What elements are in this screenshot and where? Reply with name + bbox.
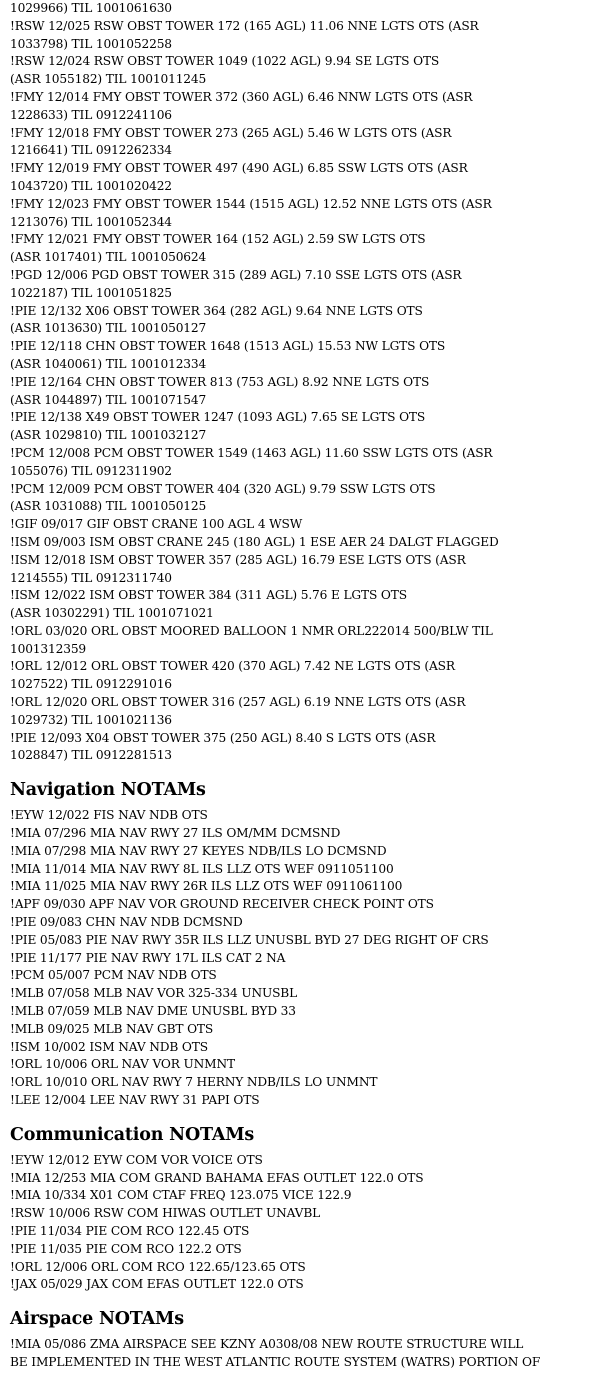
notam-line: !ISM 12/022 ISM OBST TOWER 384 (311 AGL) 5.76 E LGTS OTS: [10, 588, 407, 603]
notam-line: !MLB 09/025 MLB NAV GBT OTS: [10, 1021, 214, 1036]
notam-line: !ORL 12/006 ORL COM RCO 122.65/123.65 OTS: [10, 1259, 306, 1274]
notam-line: !ISM 09/003 ISM OBST CRANE 245 (180 AGL) 1 ESE AER 24 DALGT FLAGGED: [10, 534, 499, 549]
notam-line: !MIA 07/296 MIA NAV RWY 27 ILS OM/MM DCMSND: [10, 826, 341, 841]
notam-line: BE IMPLEMENTED IN THE WEST ATLANTIC ROUTE SYSTEM (WATRS) PORTION OF: [10, 1354, 541, 1369]
notam-line: !PCM 12/008 PCM OBST TOWER 1549 (1463 AGL) 11.60 SSW LGTS OTS (ASR: [10, 445, 493, 460]
notam-line: 1001312359: [10, 641, 87, 656]
notam-line: !JAX 05/029 JAX COM EFAS OUTLET 122.0 OTS: [10, 1277, 304, 1292]
notam-line: !PIE 11/177 PIE NAV RWY 17L ILS CAT 2 NA: [10, 950, 286, 965]
notam-line: 1216641) TIL 0912262334: [10, 143, 172, 158]
notam-line: !PIE 09/083 CHN NAV NDB DCMSND: [10, 915, 243, 930]
notam-line: !PIE 05/083 PIE NAV RWY 35R ILS LLZ UNUSBL BYD 27 DEG RIGHT OF CRS: [10, 932, 489, 947]
notam-line: !PIE 12/132 X06 OBST TOWER 364 (282 AGL) 9.64 NNE LGTS OTS: [10, 303, 423, 318]
notam-line: !MIA 11/014 MIA NAV RWY 8L ILS LLZ OTS WEF 0911051100: [10, 861, 394, 876]
airspace-section-heading: Airspace NOTAMs: [10, 1309, 184, 1330]
notam-line: 1213076) TIL 1001052344: [10, 214, 172, 229]
notam-line: (ASR 1017401) TIL 1001050624: [10, 250, 207, 265]
notam-line: 1029966) TIL 1001061630: [10, 1, 172, 15]
notam-line: 1055076) TIL 0912311902: [10, 463, 172, 478]
notam-line: (ASR 10302291) TIL 1001071021: [10, 606, 214, 621]
notam-line: (ASR 1029810) TIL 1001032127: [10, 428, 207, 443]
notam-line: 1029732) TIL 1001021136: [10, 712, 172, 727]
navigation-notam-list: [10, 807, 596, 1110]
notam-line: !PIE 12/138 X49 OBST TOWER 1247 (1093 AGL) 7.65 SE LGTS OTS: [10, 410, 426, 425]
notam-line: !MIA 05/086 ZMA AIRSPACE SEE KZNY A0308/08 NEW ROUTE STRUCTURE WILL: [10, 1337, 524, 1352]
notam-line: !PIE 12/093 X04 OBST TOWER 375 (250 AGL) 8.40 S LGTS OTS (ASR: [10, 730, 436, 745]
notam-line: !MLB 07/058 MLB NAV VOR 325-334 UNUSBL: [10, 986, 298, 1001]
notam-line: !ORL 03/020 ORL OBST MOORED BALLOON 1 NMR ORL222014 500/BLW TIL: [10, 623, 493, 638]
notam-line: !ORL 12/020 ORL OBST TOWER 316 (257 AGL) 6.19 NNE LGTS OTS (ASR: [10, 695, 466, 710]
notam-line: !PIE 11/035 PIE COM RCO 122.2 OTS: [10, 1241, 242, 1256]
notam-line: !RSW 10/006 RSW COM HIWAS OUTLET UNAVBL: [10, 1206, 321, 1221]
notam-line: !FMY 12/014 FMY OBST TOWER 372 (360 AGL) 6.46 NNW LGTS OTS (ASR: [10, 89, 473, 104]
notam-line: 1028847) TIL 0912281513: [10, 748, 172, 763]
notam-line: !MIA 07/298 MIA NAV RWY 27 KEYES NDB/ILS LO DCMSND: [10, 843, 387, 858]
notam-line: 1228633) TIL 0912241106: [10, 107, 172, 122]
notam-line: !PCM 05/007 PCM NAV NDB OTS: [10, 968, 217, 983]
notam-line: !GIF 09/017 GIF OBST CRANE 100 AGL 4 WSW: [10, 517, 303, 532]
obstruction-notam-list: [10, 0, 596, 765]
notam-line: !PIE 11/034 PIE COM RCO 122.45 OTS: [10, 1224, 250, 1238]
notam-line: !PIE 12/118 CHN OBST TOWER 1648 (1513 AGL) 15.53 NW LGTS OTS: [10, 339, 446, 354]
notam-line: !PGD 12/006 PGD OBST TOWER 315 (289 AGL) 7.10 SSE LGTS OTS (ASR: [10, 267, 462, 282]
airspace-notam-list: [10, 1336, 596, 1372]
notam-line: !ISM 12/018 ISM OBST TOWER 357 (285 AGL) 16.79 ESE LGTS OTS (ASR: [10, 552, 466, 567]
notam-line: !ORL 12/012 ORL OBST TOWER 420 (370 AGL) 7.42 NE LGTS OTS (ASR: [10, 659, 455, 674]
notam-line: !ORL 10/010 ORL NAV RWY 7 HERNY NDB/ILS LO UNMNT: [10, 1075, 378, 1090]
notam-line: !EYW 12/012 EYW COM VOR VOICE OTS: [10, 1152, 263, 1167]
notam-line: (ASR 1013630) TIL 1001050127: [10, 321, 207, 336]
notam-line: !FMY 12/023 FMY OBST TOWER 1544 (1515 AGL) 12.52 NNE LGTS OTS (ASR: [10, 196, 492, 211]
notam-line: 1022187) TIL 1001051825: [10, 285, 172, 300]
notam-line: !ORL 10/006 ORL NAV VOR UNMNT: [10, 1057, 235, 1072]
notam-line: (ASR 1040061) TIL 1001012334: [10, 356, 207, 371]
notam-line: (ASR 1031088) TIL 1001050125: [10, 499, 207, 514]
notam-line: !PCM 12/009 PCM OBST TOWER 404 (320 AGL) 9.79 SSW LGTS OTS: [10, 481, 436, 496]
notam-line: !RSW 12/025 RSW OBST TOWER 172 (165 AGL) 11.06 NNE LGTS OTS (ASR: [10, 18, 479, 33]
notam-line: !FMY 12/019 FMY OBST TOWER 497 (490 AGL) 6.85 SSW LGTS OTS (ASR: [10, 161, 468, 176]
communication-notam-list: [10, 1152, 596, 1294]
notam-line: 1033798) TIL 1001052258: [10, 36, 172, 51]
notam-line: !MIA 11/025 MIA NAV RWY 26R ILS LLZ OTS WEF 0911061100: [10, 879, 403, 894]
notam-line: 1027522) TIL 0912291016: [10, 677, 172, 692]
notam-line: !APF 09/030 APF NAV VOR GROUND RECEIVER CHECK POINT OTS: [10, 897, 434, 912]
notam-document: [10, 0, 596, 1372]
navigation-section-heading: Navigation NOTAMs: [10, 780, 206, 801]
notam-line: (ASR 1055182) TIL 1001011245: [10, 72, 207, 87]
notam-line: !MLB 07/059 MLB NAV DME UNUSBL BYD 33: [10, 1004, 296, 1019]
notam-line: !FMY 12/021 FMY OBST TOWER 164 (152 AGL) 2.59 SW LGTS OTS: [10, 232, 426, 247]
notam-line: !MIA 12/253 MIA COM GRAND BAHAMA EFAS OUTLET 122.0 OTS: [10, 1170, 424, 1185]
notam-line: !MIA 10/334 X01 COM CTAF FREQ 123.075 VICE 122.9: [10, 1188, 352, 1203]
notam-line: !RSW 12/024 RSW OBST TOWER 1049 (1022 AGL) 9.94 SE LGTS OTS: [10, 54, 440, 69]
notam-line: (ASR 1044897) TIL 1001071547: [10, 392, 207, 407]
notam-line: 1214555) TIL 0912311740: [10, 570, 172, 585]
communication-section-heading: Communication NOTAMs: [10, 1124, 255, 1145]
notam-line: 1043720) TIL 1001020422: [10, 178, 172, 193]
notam-line: !PIE 12/164 CHN OBST TOWER 813 (753 AGL) 8.92 NNE LGTS OTS: [10, 374, 430, 389]
notam-line: !ISM 10/002 ISM NAV NDB OTS: [10, 1039, 208, 1054]
notam-line: !FMY 12/018 FMY OBST TOWER 273 (265 AGL) 5.46 W LGTS OTS (ASR: [10, 125, 452, 140]
notam-line: !EYW 12/022 FIS NAV NDB OTS: [10, 808, 208, 823]
notam-line: !LEE 12/004 LEE NAV RWY 31 PAPI OTS: [10, 1093, 260, 1108]
